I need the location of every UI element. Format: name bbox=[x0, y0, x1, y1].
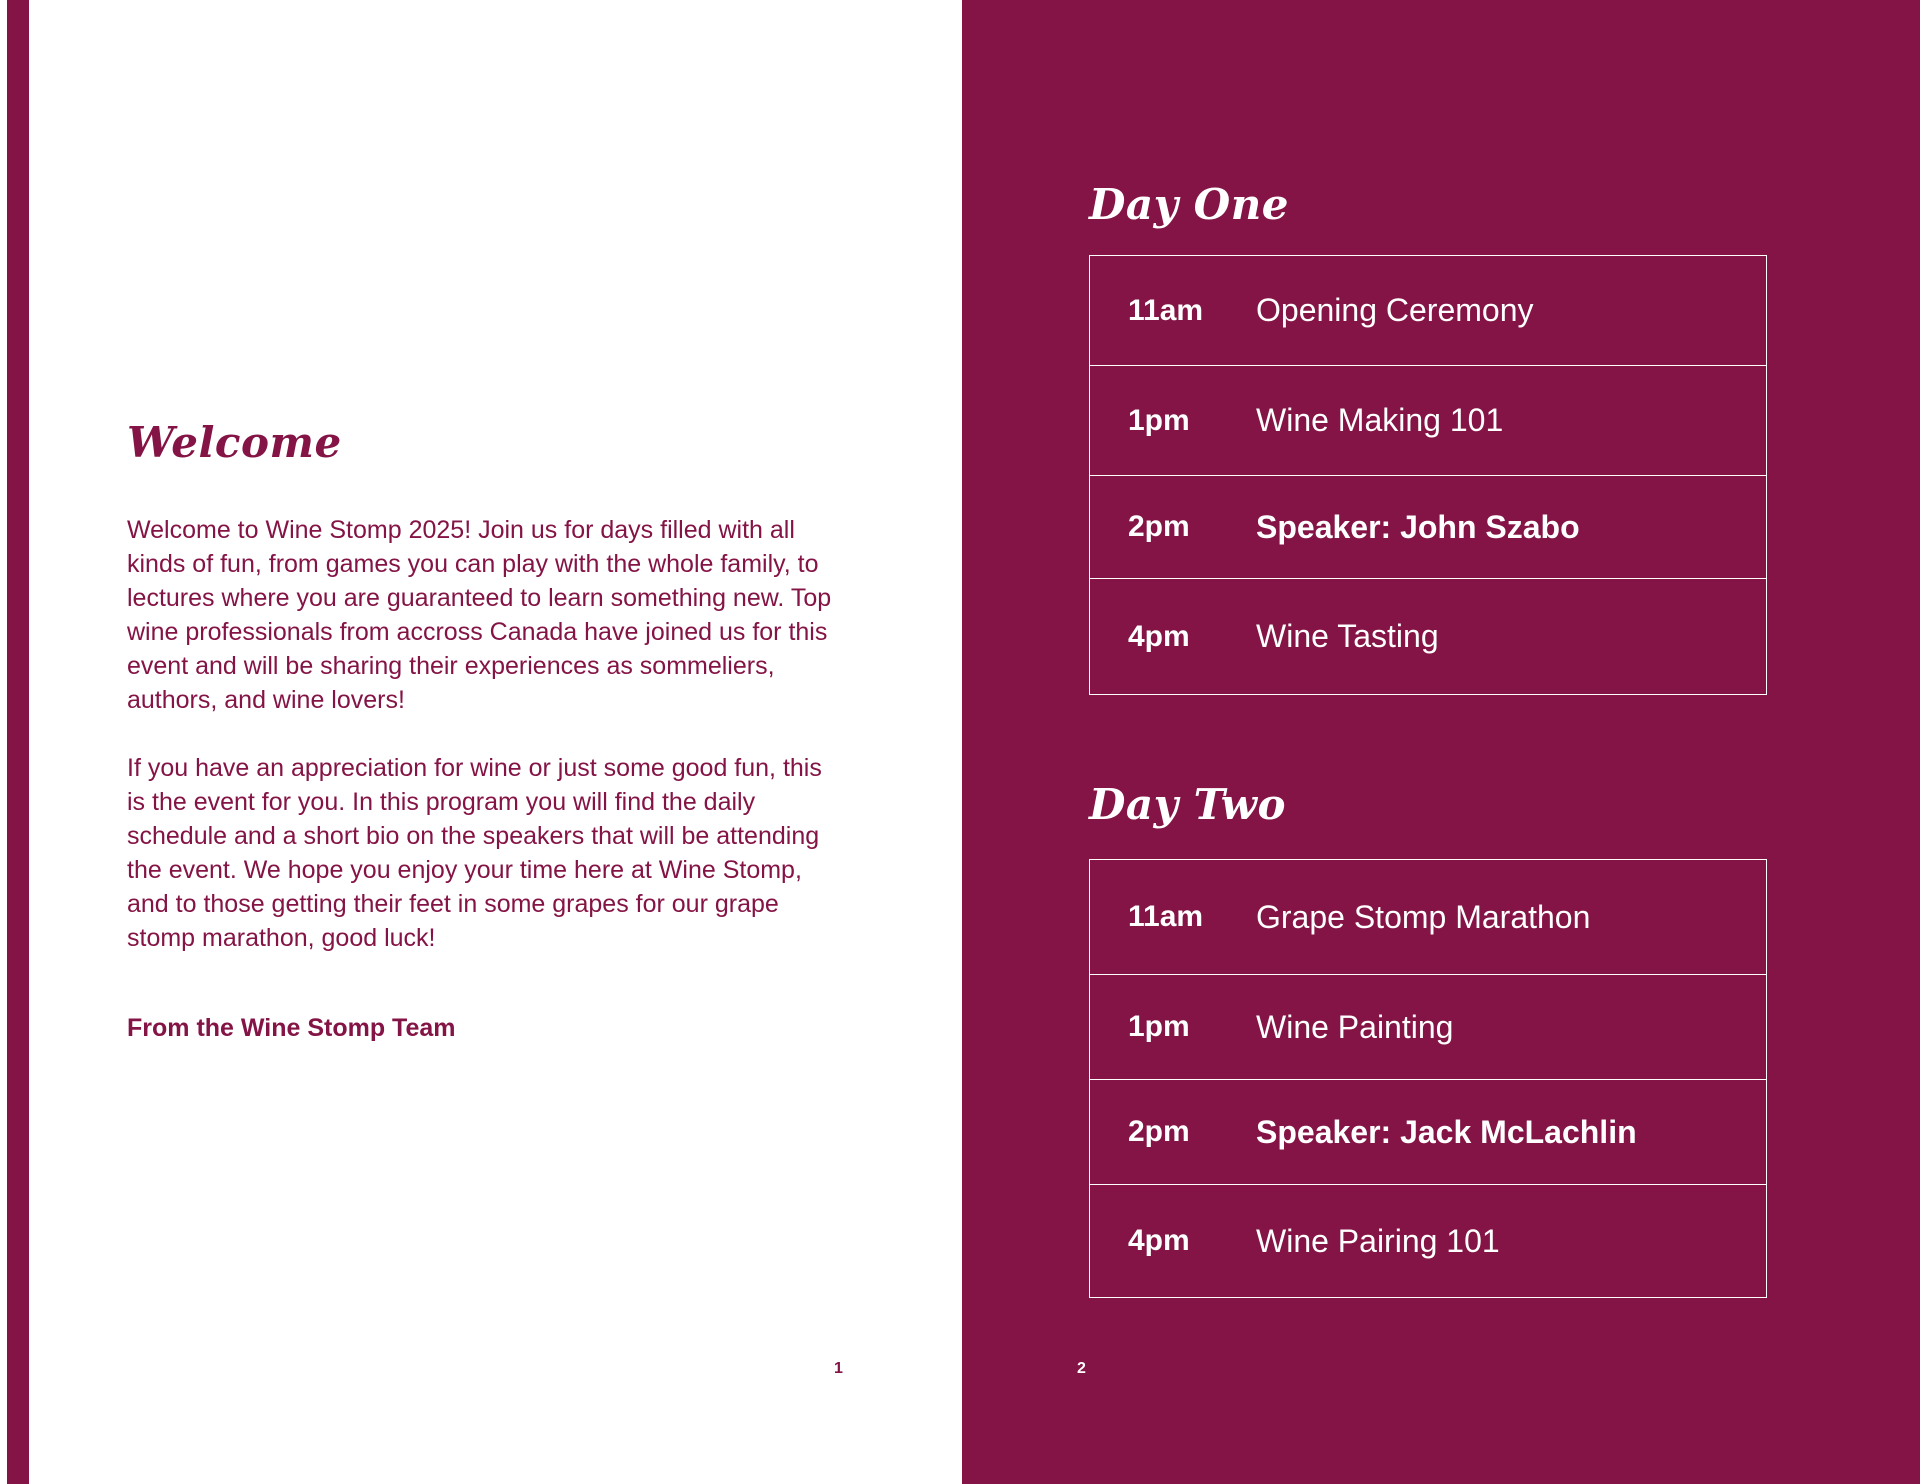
event-label: Wine Painting bbox=[1256, 1008, 1454, 1045]
welcome-body bbox=[127, 513, 837, 989]
day-one-schedule bbox=[1089, 255, 1767, 695]
day-two-title: Day Two bbox=[1089, 780, 1286, 829]
schedule-row bbox=[1090, 366, 1766, 476]
schedule-row bbox=[1090, 579, 1766, 694]
schedule-row bbox=[1090, 476, 1766, 579]
time-label: 4pm bbox=[1128, 1224, 1190, 1257]
welcome-title: Welcome bbox=[127, 418, 342, 467]
day-two-schedule bbox=[1089, 859, 1767, 1298]
schedule-row bbox=[1090, 256, 1766, 366]
event-label: Wine Tasting bbox=[1256, 618, 1439, 654]
day-one-title: Day One bbox=[1089, 180, 1290, 229]
signoff: From the Wine Stomp Team bbox=[127, 1014, 456, 1042]
time-label: 1pm bbox=[1128, 403, 1190, 437]
time-label: 1pm bbox=[1128, 1010, 1190, 1043]
time-label: 4pm bbox=[1128, 619, 1190, 653]
schedule-row bbox=[1090, 1080, 1766, 1185]
page-right bbox=[962, 0, 1920, 1484]
event-label: Speaker: John Szabo bbox=[1256, 508, 1580, 545]
page-left bbox=[29, 0, 962, 1484]
schedule-row bbox=[1090, 860, 1766, 975]
time-label: 2pm bbox=[1128, 1115, 1190, 1148]
time-label: 11am bbox=[1128, 900, 1204, 933]
page-number-1: 1 bbox=[834, 1360, 843, 1377]
event-label: Grape Stomp Marathon bbox=[1256, 898, 1591, 935]
spine-bar bbox=[7, 0, 29, 1484]
welcome-paragraph-1: Welcome to Wine Stomp 2025! Join us for days filled with all kinds of fun, from games you can play with the whole family, to lectures where you are guaranteed to learn something new. Top wine professionals from accross Canada have joined us for this event and will be sharing their experiences as sommeliers, authors, and wine lovers! bbox=[127, 516, 832, 714]
welcome-paragraph-2: If you have an appreciation for wine or just some good fun, this is the event for you. In this program you will find the daily schedule and a short bio on the speakers that will be attending the event. We hope you enjoy your time here at Wine Stomp, and to those getting their feet in some grapes for our grape stomp marathon, good luck! bbox=[127, 754, 822, 952]
time-label: 11am bbox=[1128, 293, 1204, 327]
schedule-row bbox=[1090, 1185, 1766, 1297]
event-label: Opening Ceremony bbox=[1256, 292, 1534, 328]
schedule-row bbox=[1090, 975, 1766, 1080]
time-label: 2pm bbox=[1128, 510, 1190, 543]
page-number-2: 2 bbox=[1077, 1360, 1086, 1377]
event-label: Speaker: Jack McLachlin bbox=[1256, 1113, 1637, 1150]
event-label: Wine Making 101 bbox=[1256, 402, 1504, 438]
event-label: Wine Pairing 101 bbox=[1256, 1222, 1500, 1259]
